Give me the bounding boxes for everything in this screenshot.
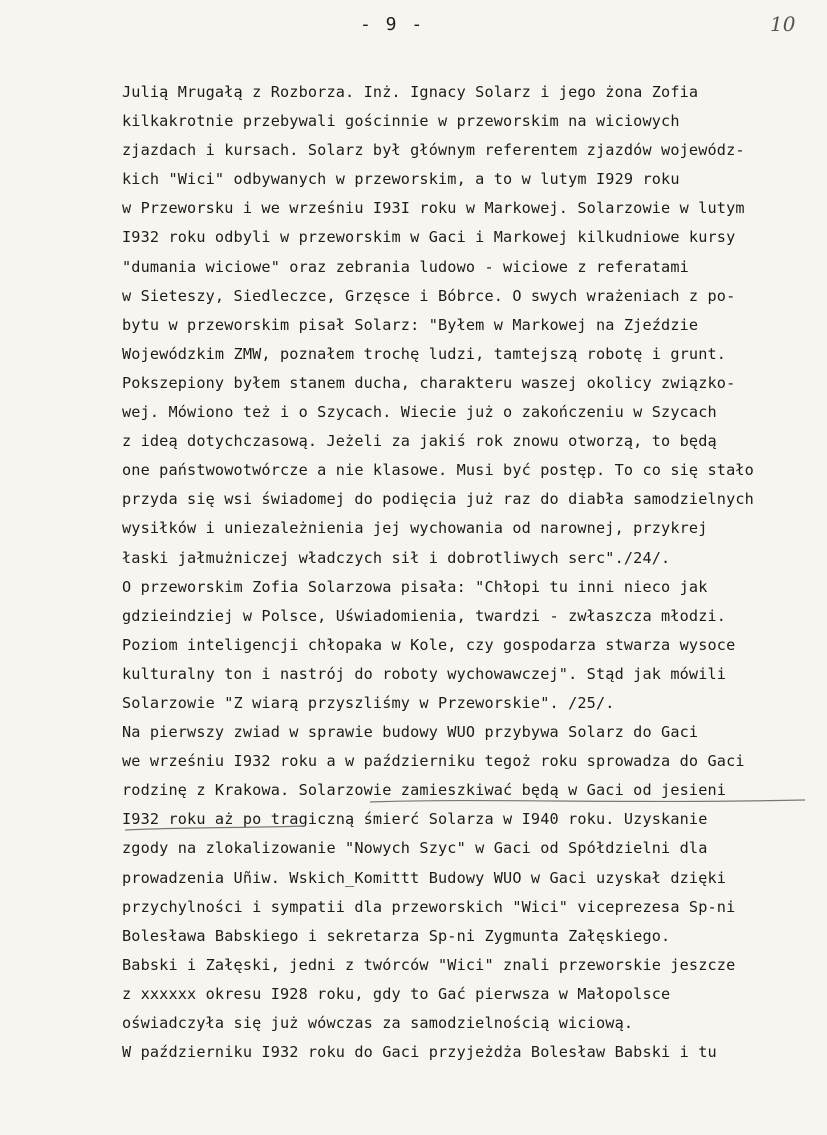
text-line: wej. Mówiono też i o Szycach. Wiecie już o zakończeniu w Szycach bbox=[122, 403, 717, 422]
text-line: w Sieteszy, Siedleczce, Grzęsce i Bóbrce. O swych wrażeniach z po- bbox=[122, 286, 736, 305]
text-line: zjazdach i kursach. Solarz był głównym referentem zjazdów wojewódz- bbox=[122, 141, 745, 160]
handwritten-page-number: 10 bbox=[770, 12, 796, 36]
text-line: "dumania wiciowe" oraz zebrania ludowo - wiciowe z referatami bbox=[122, 257, 689, 276]
text-line: kilkakrotnie przebywali gościnnie w przeworskim na wiciowych bbox=[122, 112, 680, 131]
text-line: I932 roku odbyli w przeworskim w Gaci i Markowej kilkudniowe kursy bbox=[122, 228, 736, 247]
text-line: rodzinę z Krakowa. Solarzowie zamieszkiwać będą w Gaci od jesieni bbox=[122, 781, 727, 800]
text-line: O przeworskim Zofia Solarzowa pisała: "Chłopi tu inni nieco jak bbox=[122, 577, 708, 596]
text-line: Na pierwszy zwiad w sprawie budowy WUO przybywa Solarz do Gaci bbox=[122, 723, 699, 742]
text-line: Bolesława Babskiego i sekretarza Sp-ni Zygmunta Załęskiego. bbox=[122, 926, 671, 945]
text-line: przychylności i sympatii dla przeworskich "Wici" viceprezesa Sp-ni bbox=[122, 897, 736, 916]
text-line: we wrześniu I932 roku a w październiku tegoż roku sprowadza do Gaci bbox=[122, 752, 745, 771]
text-line: przyda się wsi świadomej do podięcia już raz do diabła samodzielnych bbox=[122, 490, 754, 509]
text-line: W październiku I932 roku do Gaci przyjeżdża Bolesław Babski i tu bbox=[122, 1043, 717, 1062]
text-line: Wojewódzkim ZMW, poznałem trochę ludzi, tamtejszą robotę i grunt. bbox=[122, 344, 727, 363]
text-line: w Przeworsku i we wrześniu I93I roku w Markowej. Solarzowie w lutym bbox=[122, 199, 745, 218]
page-number: - 9 - bbox=[360, 14, 425, 35]
handwritten-underline bbox=[365, 790, 815, 830]
text-line: Pokszepiony byłem stanem ducha, charakteru waszej okolicy związko- bbox=[122, 373, 736, 392]
text-line: z xxxxxx okresu I928 roku, gdy to Gać pierwsza w Małopolsce bbox=[122, 984, 671, 1003]
text-line: Babski i Załęski, jedni z twórców "Wici" znali przeworskie jeszcze bbox=[122, 955, 736, 974]
text-line: prowadzenia Uñiw. Wskich_Komittt Budowy WUO w Gaci uzyskał dzięki bbox=[122, 868, 727, 887]
text-line: I932 roku aż po tragiczną śmierć Solarza w I940 roku. Uzyskanie bbox=[122, 810, 708, 829]
text-line: Solarzowie "Z wiarą przyszliśmy w Przeworskie". /25/. bbox=[122, 693, 615, 712]
text-line: z ideą dotychczasową. Jeżeli za jakiś rok znowu otworzą, to będą bbox=[122, 432, 717, 451]
text-line: wysiłków i uniezależnienia jej wychowania od narownej, przykrej bbox=[122, 519, 708, 538]
text-line: Poziom inteligencji chłopaka w Kole, czy gospodarza stwarza wysoce bbox=[122, 635, 736, 654]
text-line: Julią Mrugałą z Rozborza. Inż. Ignacy Solarz i jego żona Zofia bbox=[122, 83, 699, 101]
text-line: zgody na zlokalizowanie "Nowych Szyc" w Gaci od Spółdzielni dla bbox=[122, 839, 708, 858]
text-line: kich "Wici" odbywanych w przeworskim, a to w lutym I929 roku bbox=[122, 170, 680, 189]
text-line: one państwowotwórcze a nie klasowe. Musi być postęp. To co się stało bbox=[122, 461, 754, 480]
text-line: oświadczyła się już wówczas za samodzielnością wiciową. bbox=[122, 1014, 634, 1032]
text-line: łaski jałmużniczej władczych sił i dobrotliwych serc"./24/. bbox=[122, 548, 671, 567]
text-line: bytu w przeworskim pisał Solarz: "Byłem w Markowej na Zjeździe bbox=[122, 315, 699, 334]
document-body bbox=[122, 78, 822, 1067]
text-line: gdzieindziej w Polsce, Uświadomienia, twardzi - zwłaszcza młodzi. bbox=[122, 606, 727, 625]
text-line: kulturalny ton i nastrój do roboty wychowawczej". Stąd jak mówili bbox=[122, 664, 727, 683]
